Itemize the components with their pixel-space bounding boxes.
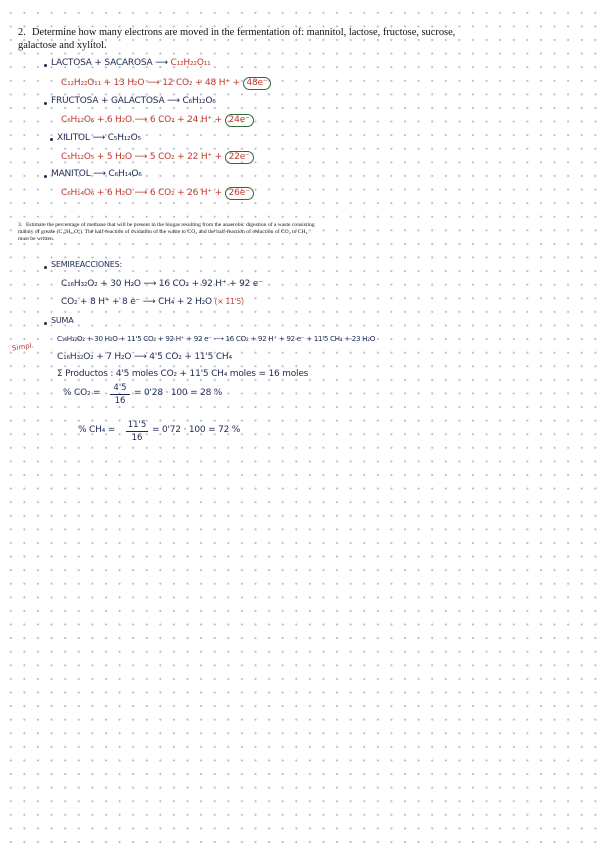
q2-line-8 xyxy=(61,187,254,200)
arrow: ⟶ xyxy=(155,58,168,68)
question-2-text: Determine how many electrons are moved in the fermentation of: mannitol, lactose, fructose, sucrose, galactose and xylitol. xyxy=(18,27,456,51)
q2-line-2 xyxy=(61,77,271,90)
q3-co2-numerator: 4'5 xyxy=(113,383,127,393)
q2-lactose-sucrose: LACTOSA + SACAROSA xyxy=(51,58,153,68)
q3-co2-denominator: 16 xyxy=(114,396,126,406)
bullet xyxy=(44,175,47,178)
bullet xyxy=(50,138,53,141)
bullet xyxy=(44,266,47,269)
question-2 xyxy=(18,26,488,52)
q3-ch4-result: = 0'72 · 100 = 72 % xyxy=(152,425,241,435)
question-2-number: 2. xyxy=(18,27,26,38)
bullet xyxy=(44,102,47,105)
q2-xylitol-reaction: C₅H₁₂O₅ + 5 H₂O ⟶ 5 CO₂ + 22 H⁺ + xyxy=(61,152,222,162)
q3-ch4-denominator: 16 xyxy=(131,433,143,443)
q2-line-5: XILITOL ⟶ C₅H₁₂O₅ xyxy=(57,133,141,143)
q2-line-1 xyxy=(51,58,211,68)
q2-disaccharide-electrons: 48e⁻ xyxy=(243,77,272,90)
q3-ch4-fraction xyxy=(126,420,148,443)
question-3-number: 3. xyxy=(18,222,23,228)
q2-disaccharide-formula: C₁₂H₂₂O₁₁ xyxy=(170,58,211,68)
q3-co2-label: % CO₂ = xyxy=(63,388,101,398)
q3-reduction-reaction: CO₂ + 8 H⁺ + 8 e⁻ ⟶ CH₄ + 2 H₂O xyxy=(61,297,212,307)
q3-sum-heading: SUMA xyxy=(51,316,74,325)
q2-line-4 xyxy=(61,114,254,127)
q3-co2-fraction xyxy=(110,383,130,406)
q3-multiplier: (× 11'5) xyxy=(214,297,244,306)
q3-heading: SEMIREACCIONES: xyxy=(51,260,122,269)
q3-ch4-numerator: 11'5 xyxy=(127,420,147,430)
q2-line-7: MANITOL ⟶ C₆H₁₄O₆ xyxy=(51,169,142,179)
q2-hexose-electrons: 24e⁻ xyxy=(225,114,254,127)
q3-half-reaction-1: C₁₆H₃₂O₂ + 30 H₂O ⟶ 16 CO₂ + 92 H⁺ + 92 e⁻ xyxy=(61,279,263,289)
q2-line-6 xyxy=(61,151,254,164)
q2-hexose-reaction: C₆H₁₂O₆ + 6 H₂O ⟶ 6 CO₂ + 24 H⁺ + xyxy=(61,115,222,125)
q2-xylitol-electrons: 22e⁻ xyxy=(225,151,254,164)
q3-co2-result: = 0'28 · 100 = 28 % xyxy=(134,388,223,398)
q3-products: Σ Productos : 4'5 moles CO₂ + 11'5 CH₄ moles = 16 moles xyxy=(57,369,309,379)
q3-ch4-label: % CH₄ = xyxy=(78,425,116,435)
bullet xyxy=(44,64,47,67)
fraction-bar xyxy=(126,431,148,432)
q2-mannitol-electrons: 26e⁻ xyxy=(225,187,254,200)
bullet xyxy=(44,322,47,325)
q2-disaccharide-reaction: C₁₂H₂₂O₁₁ + 13 H₂O ⟶ 12 CO₂ + 48 H⁺ + xyxy=(61,78,240,88)
question-3 xyxy=(18,222,318,243)
q2-line-3: FRUCTOSA + GALACTOSA ⟶ C₆H₁₂O₆ xyxy=(51,96,216,106)
q3-half-reaction-2 xyxy=(61,297,244,307)
q3-side-note: Simpl. xyxy=(11,341,35,353)
q2-mannitol-reaction: C₆H₁₄O₆ + 6 H₂O ⟶ 6 CO₂ + 26 H⁺ + xyxy=(61,188,222,198)
fraction-bar xyxy=(110,394,130,395)
q3-sum-line-1: C₁₆H₃₂O₂ + 30 H₂O + 11'5 CO₂ + 92 H⁺ + 92 e⁻ ⟶ 16 CO₂ + 92 H⁺ + 92 e⁻ + 11'5 CH₄ + 23 H₂O xyxy=(57,334,376,343)
q3-sum-line-2: C₁₆H₃₂O₂ + 7 H₂O ⟶ 4'5 CO₂ + 11'5 CH₄ xyxy=(57,352,232,362)
question-3-text: Estimate the percentage of methane that will be present in the biogas resulting from the anaerobic digestion of a waste consisting mainly of grease (C₁₆H₃₂O₂). The half-reaction of oxidation of the waste to CO₂ and the half-reaction of reduction of CO₂ to CH₄ must be written. xyxy=(18,222,315,242)
